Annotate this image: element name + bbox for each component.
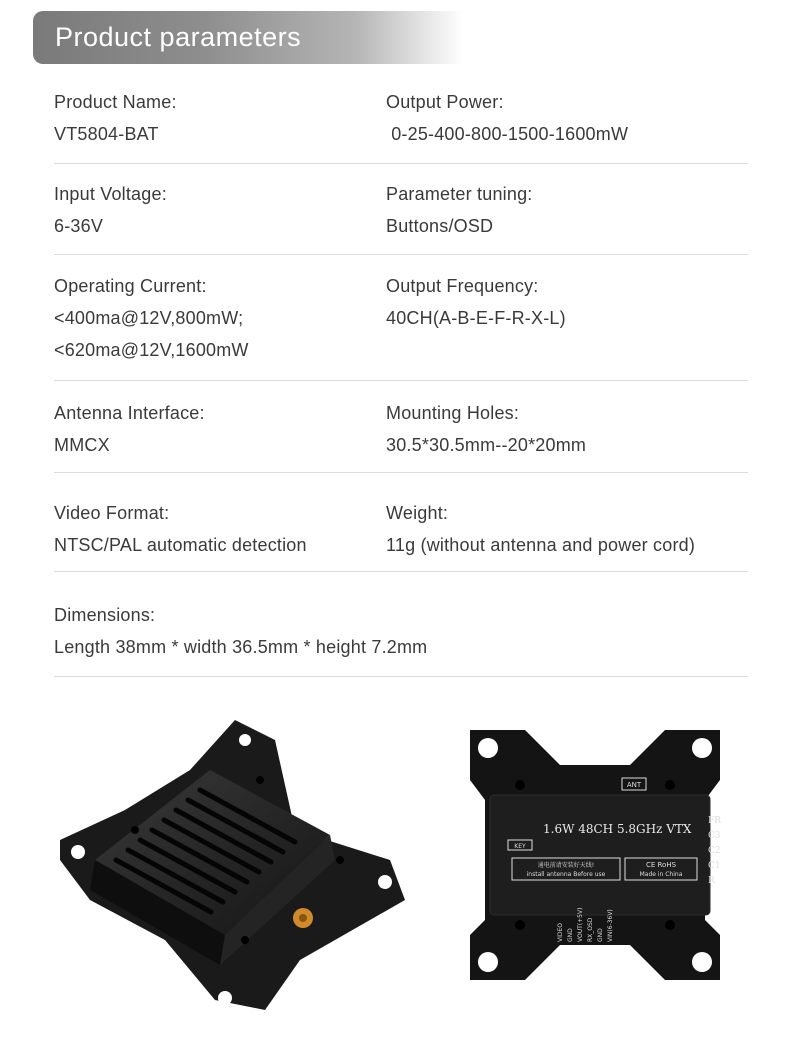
pin-label: VIN(6-36V): [607, 909, 614, 942]
param-weight: [386, 497, 695, 561]
product-back-image: [450, 720, 740, 990]
param-row: [54, 599, 748, 677]
side-label: R: [708, 876, 715, 886]
param-label: Output Frequency:: [386, 276, 539, 296]
side-label: C3: [708, 831, 721, 841]
warning-cn: 通电前请安装好天线!: [537, 862, 595, 869]
side-label: C2: [708, 846, 721, 856]
param-row: [54, 497, 748, 572]
param-value: 11g (without antenna and power cord): [386, 535, 696, 555]
section-title: Product parameters: [55, 22, 302, 52]
param-video-format: [54, 497, 307, 561]
param-label: Antenna Interface:: [54, 403, 205, 423]
pin-label: VOUT(+5V): [577, 907, 584, 942]
pin-label: GND: [567, 928, 574, 942]
section-header-banner: [33, 11, 463, 64]
vtx-title: 1.6W 48CH 5.8GHz VTX: [543, 822, 692, 836]
pin-label: GND: [597, 928, 604, 942]
param-operating-current: [54, 270, 249, 366]
param-dimensions: [54, 599, 427, 663]
param-label: Video Format:: [54, 503, 170, 523]
ant-label: ANT: [626, 781, 642, 789]
product-front-image: [50, 710, 410, 1020]
param-mounting-holes: [386, 397, 586, 461]
param-label: Mounting Holes:: [386, 403, 520, 423]
product-photos: [40, 700, 780, 1020]
param-parameter-tuning: [386, 178, 532, 242]
pin-label: VIDEO: [557, 922, 564, 942]
param-value: MMCX: [54, 435, 110, 455]
param-label: Input Voltage:: [54, 184, 167, 204]
param-label: Parameter tuning:: [386, 184, 533, 204]
param-value: Length 38mm * width 36.5mm * height 7.2mm: [54, 637, 428, 657]
param-label: Weight:: [386, 503, 449, 523]
param-product-name: [54, 86, 177, 150]
param-input-voltage: [54, 178, 167, 242]
param-value: <620ma@12V,1600mW: [54, 340, 249, 360]
param-value: Buttons/OSD: [386, 216, 494, 236]
param-row: [54, 270, 748, 381]
param-label: Product Name:: [54, 92, 177, 112]
param-value: VT5804-BAT: [54, 124, 159, 144]
param-value: 0-25-400-800-1500-1600mW: [386, 124, 629, 144]
param-label: Output Power:: [386, 92, 504, 112]
side-label: FR: [708, 816, 722, 826]
warning-en: install antenna Before use: [526, 871, 606, 878]
param-antenna-interface: [54, 397, 205, 461]
key-label: KEY: [514, 843, 526, 850]
param-value: NTSC/PAL automatic detection: [54, 535, 307, 555]
param-output-power: [386, 86, 628, 150]
param-value: 40CH(A-B-E-F-R-X-L): [386, 308, 566, 328]
param-row: [54, 178, 748, 255]
param-label: Dimensions:: [54, 605, 156, 625]
param-output-frequency: [386, 270, 566, 334]
pin-label: RX_OSD: [587, 917, 594, 942]
param-value: <400ma@12V,800mW;: [54, 308, 244, 328]
param-label: Operating Current:: [54, 276, 207, 296]
made-in-label: Made in China: [639, 871, 683, 878]
param-value: 30.5*30.5mm--20*20mm: [386, 435, 587, 455]
cert-label: CE RoHS: [645, 861, 677, 869]
param-value: 6-36V: [54, 216, 104, 236]
param-row: [54, 397, 748, 473]
side-label: C1: [708, 861, 721, 871]
param-row: [54, 86, 748, 164]
